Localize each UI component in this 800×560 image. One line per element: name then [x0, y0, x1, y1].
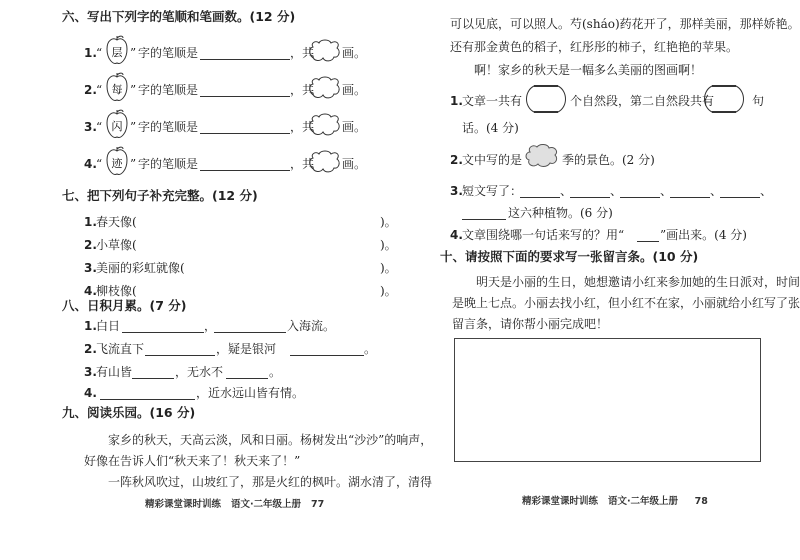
item-text: 字的笔顺是 [138, 157, 199, 171]
item-number: 1. [450, 94, 463, 108]
apple-char-box-icon [104, 146, 130, 178]
s7-item-4-text: 柳枝像( [96, 284, 137, 298]
lantern-answer-box-icon[interactable] [702, 83, 746, 115]
s8-i3-a: 有山皆 [96, 365, 133, 379]
q3-sep: 、 [660, 184, 673, 198]
tail-text: 画。 [342, 120, 367, 134]
item-number: 2. [84, 342, 97, 356]
underline-sample [637, 229, 659, 242]
answer-blank[interactable] [122, 320, 204, 333]
open-quote: “ [96, 120, 103, 134]
footer-left [145, 497, 324, 513]
s8-i1-a: 白日 [96, 319, 121, 333]
section-9-heading: 九、阅读乐园。(16 分) [62, 405, 196, 420]
q3-a: 短文写了： [462, 184, 523, 198]
item-text: 字的笔顺是 [138, 83, 199, 97]
item-text: 字的笔顺是 [138, 120, 199, 134]
answer-blank[interactable] [200, 158, 290, 171]
s8-i1-c: 入海流。 [287, 319, 336, 333]
item-text: 字的笔顺是 [138, 46, 199, 60]
stroke-char: 层 [111, 46, 123, 59]
item-number: 4. [84, 157, 97, 171]
footer-title: 精彩课堂课时训练 [145, 499, 222, 510]
s10-line-3: 留言条，请你帮小丽完成吧！ [452, 317, 609, 331]
stroke-char: 迹 [111, 157, 123, 170]
s10-line-1: 明天是小丽的生日，她想邀请小红来参加她的生日派对，时间 [476, 275, 800, 289]
footer-title: 精彩课堂课时训练 [522, 496, 599, 507]
answer-blank[interactable] [520, 185, 560, 198]
passage-line-3: 啊！家乡的秋天是一幅多么美丽的图画啊！ [474, 63, 703, 77]
q2-b: 季的景色。(2 分) [562, 153, 655, 167]
q4-a: 文章围绕哪一句话来写的？用“ [462, 228, 625, 242]
apple-char-box-icon [104, 72, 130, 104]
passage-line-2: 还有那金黄色的稻子，红彤彤的柿子，红艳艳的苹果。 [450, 40, 739, 54]
q1-a: 文章一共有 [462, 94, 523, 108]
item-number: 4. [450, 228, 463, 242]
close-quote: ” [130, 157, 137, 171]
tail-text: 画。 [342, 157, 367, 171]
stroke-char: 闪 [111, 120, 123, 133]
s7-item-1-end: )。 [380, 215, 397, 229]
answer-blank[interactable] [462, 207, 506, 220]
answer-blank[interactable] [226, 366, 268, 379]
item-number: 2. [84, 83, 97, 97]
item-number: 3. [84, 261, 97, 275]
answer-blank[interactable] [145, 343, 215, 356]
lantern-answer-box-icon[interactable] [524, 83, 568, 115]
section-6-heading: 六、写出下列字的笔顺和笔画数。(12 分) [62, 9, 296, 24]
tail-text: 画。 [342, 83, 367, 97]
open-quote: “ [96, 83, 103, 97]
q1-c: 句 [752, 94, 765, 108]
section-10-heading: 十、请按照下面的要求写一张留言条。(10 分) [440, 249, 699, 264]
q4-b: ”画出来。(4 分) [660, 228, 747, 242]
s8-i2-a: 飞流直下 [96, 342, 145, 356]
item-number: 4. [84, 284, 97, 298]
stroke-char: 每 [111, 83, 123, 96]
cloud-answer-box-icon[interactable] [308, 113, 342, 137]
close-quote: ” [130, 83, 137, 97]
item-number: 1. [84, 46, 97, 60]
s7-item-3-end: )。 [380, 261, 397, 275]
s7-item-2-text: 小草像( [96, 238, 137, 252]
page-number: 78 [694, 496, 708, 507]
close-quote: ” [130, 46, 137, 60]
reading-line-3: 一阵秋风吹过，山坡红了，那是火红的枫叶。湖水清了，清得 [108, 475, 433, 489]
s7-item-2-end: )。 [380, 238, 397, 252]
footer-right [522, 494, 708, 510]
gong-text: ，共 [290, 83, 315, 97]
section-8-heading: 八、日积月累。(7 分) [62, 298, 187, 313]
cloud-answer-box-icon[interactable] [308, 76, 342, 100]
q3-sep: 、 [560, 184, 573, 198]
gong-text: ，共 [290, 120, 315, 134]
answer-blank[interactable] [132, 366, 174, 379]
q1-d: 话。(4 分) [462, 121, 519, 135]
answer-blank[interactable] [290, 343, 364, 356]
q2-a: 文中写的是 [462, 153, 523, 167]
s8-i4-c: ，近水远山皆有情。 [196, 386, 305, 400]
apple-char-box-icon [104, 109, 130, 141]
gong-text: ，共 [290, 46, 315, 60]
s8-i3-c: 。 [269, 365, 282, 379]
section-7-heading: 七、把下列句子补充完整。(12 分) [62, 188, 258, 203]
q3-sep: 、 [610, 184, 623, 198]
apple-char-box-icon [104, 35, 130, 67]
reading-line-2: 好像在告诉人们“秋天来了！秋天来了！” [84, 454, 301, 468]
cloud-answer-box-icon[interactable] [308, 39, 342, 63]
s8-i3-b: ，无水不 [175, 365, 224, 379]
q1-b: 个自然段，第二自然段共有 [570, 94, 715, 108]
item-number: 4. [84, 386, 97, 400]
s8-i1-b: ， [204, 319, 217, 333]
tail-text: 画。 [342, 46, 367, 60]
answer-blank[interactable] [670, 185, 710, 198]
q3-sep: 、 [710, 184, 723, 198]
s7-item-3-text: 美丽的彩虹就像( [96, 261, 185, 275]
gong-text: ，共 [290, 157, 315, 171]
s10-line-2: 是晚上七点。小丽去找小红，但小红不在家，小丽就给小红写了张 [452, 296, 800, 310]
footer-subject: 语文·二年级上册 [607, 496, 679, 507]
open-quote: “ [96, 157, 103, 171]
s8-i2-c: 。 [364, 342, 377, 356]
cloud-answer-box-icon[interactable] [524, 143, 560, 169]
answer-blank[interactable] [214, 320, 286, 333]
item-number: 3. [450, 184, 463, 198]
s7-item-4-end: )。 [380, 284, 397, 298]
item-number: 1. [84, 319, 97, 333]
reading-line-1: 家乡的秋天，天高云淡，风和日丽。杨树发出“沙沙”的响声， [108, 433, 433, 447]
close-quote: ” [130, 120, 137, 134]
answer-blank[interactable] [200, 84, 290, 97]
answer-blank[interactable] [620, 185, 660, 198]
passage-line-1: 可以见底，可以照人。芍(sháo)药花开了，那样美丽，那样娇艳。 [450, 17, 800, 31]
q3-sep: 、 [760, 184, 773, 198]
page-number: 77 [311, 499, 325, 510]
item-number: 2. [450, 153, 463, 167]
right-page [400, 0, 800, 560]
item-number: 1. [84, 215, 97, 229]
note-writing-box[interactable] [454, 338, 761, 462]
s8-i2-b: ，疑是银河 [216, 342, 277, 356]
s7-item-1-text: 春天像( [96, 215, 137, 229]
item-number: 3. [84, 120, 97, 134]
item-number: 2. [84, 238, 97, 252]
answer-blank[interactable] [570, 185, 610, 198]
answer-blank[interactable] [200, 47, 290, 60]
answer-blank[interactable] [100, 387, 195, 400]
cloud-answer-box-icon[interactable] [308, 150, 342, 174]
answer-blank[interactable] [720, 185, 760, 198]
footer-subject: 语文·二年级上册 [230, 499, 302, 510]
answer-blank[interactable] [200, 121, 290, 134]
item-number: 3. [84, 365, 97, 379]
open-quote: “ [96, 46, 103, 60]
q3-b: 这六种植物。(6 分) [508, 206, 613, 220]
